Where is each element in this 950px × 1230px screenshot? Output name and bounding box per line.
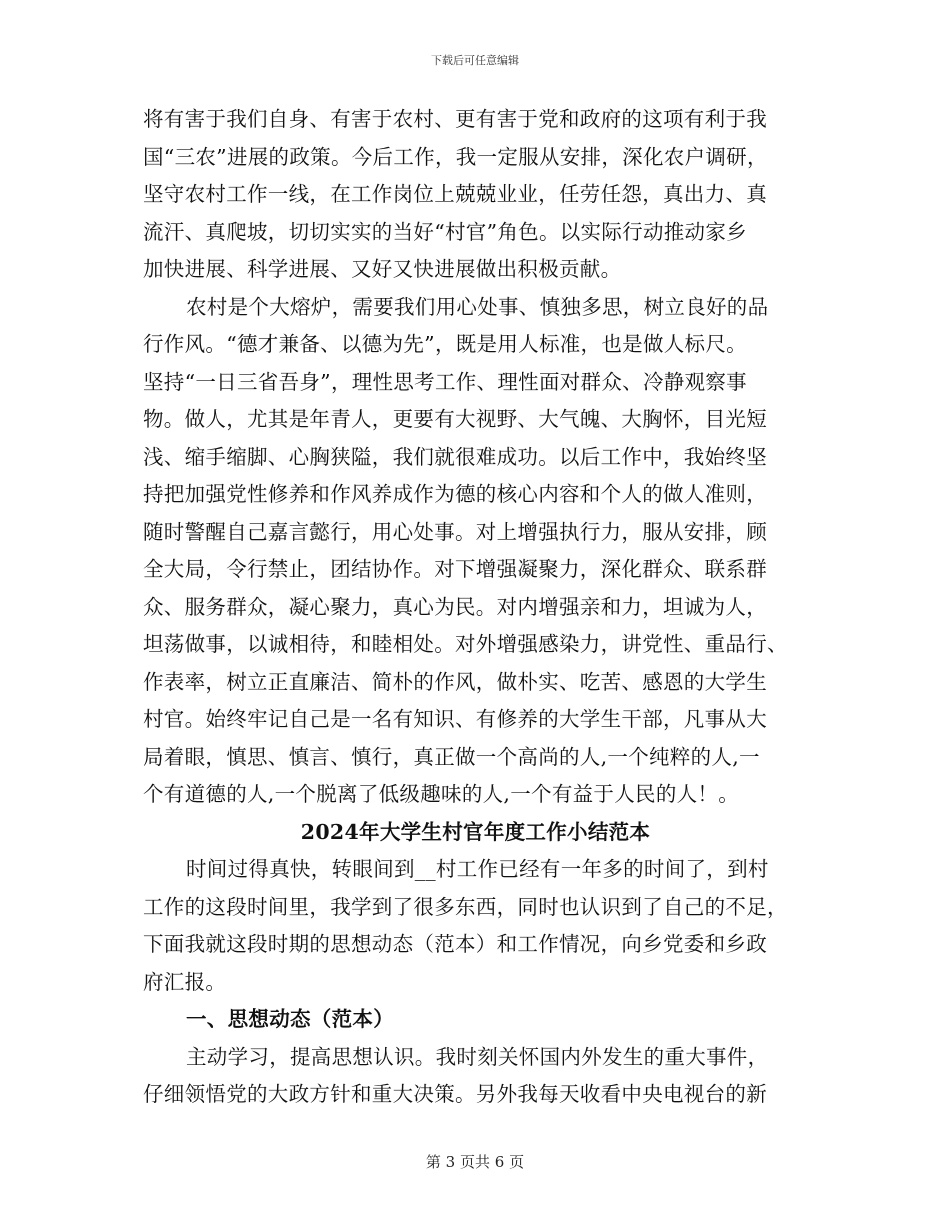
text-line: 下面我就这段时期的思想动态（范本）和工作情况，向乡党委和乡政 (143, 932, 767, 956)
text-line: 工作的这段时间里，我学到了很多东西，同时也认识到了自己的不足， (143, 894, 788, 919)
text-line: 浅、缩手缩脚、心胸狭隘，我们就很难成功。以后工作中，我始终坚 (143, 444, 767, 469)
section-title: 2024年大学生村官年度工作小结范本 (300, 819, 651, 844)
page-header-note: 下载后可任意编辑 (431, 54, 519, 67)
text-line: 全大局，令行禁止，团结协作。对下增强凝聚力，深化群众、联系群 (143, 557, 767, 581)
text-line: 持把加强党性修养和作风养成作为德的核心内容和个人的做人准则， (143, 482, 767, 506)
text-line: 主动学习，提高思想认识。我时刻关怀国内外发生的重大事件， (186, 1044, 769, 1069)
text-line: 加快进展、科学进展、又好又快进展做出积极贡献。 (143, 257, 622, 281)
text-line: 府汇报。 (143, 969, 227, 994)
text-line: 农村是个大熔炉，需要我们用心处事、慎独多思，树立良好的品 (186, 294, 769, 319)
text-line: 行作风。“德才兼备、以德为先”，既是用人标准，也是做人标尺。 (143, 332, 747, 356)
text-line: 众、服务群众，凝心聚力，真心为民。对内增强亲和力，坦诚为人， (143, 594, 767, 619)
text-line: 时间过得真快，转眼间到__村工作已经有一年多的时间了，到村 (186, 857, 769, 881)
subsection-heading: 一、思想动态（范本） (186, 1007, 394, 1031)
text-line: 物。做人，尤其是年青人，更要有大视野、大气魄、大胸怀，目光短 (143, 407, 767, 431)
text-line: 坚守农村工作一线，在工作岗位上兢兢业业，任劳任怨，真出力、真 (143, 182, 767, 206)
text-line: 将有害于我们自身、有害于农村、更有害于党和政府的这项有利于我 (143, 107, 767, 131)
text-line: 村官。始终牢记自己是一名有知识、有修养的大学生干部，凡事从大 (143, 707, 767, 731)
text-line: 仔细领悟党的大政方针和重大决策。另外我每天收看中央电视台的新 (143, 1082, 767, 1106)
document-body (143, 101, 808, 1114)
text-line: 局着眼，慎思、慎言、慎行，真正做一个高尚的人,一个纯粹的人,一 (143, 744, 760, 769)
text-line: 国“三农”进展的政策。今后工作，我一定服从安排，深化农户调研， (143, 144, 768, 169)
text-line: 流汗、真爬坡，切切实实的当好“村官”角色。以实际行动推动家乡 (143, 219, 747, 244)
page-footer-number: 第 3 页共 6 页 (425, 1153, 525, 1171)
text-line: 作表率，树立正直廉洁、简朴的作风，做朴实、吃苦、感恩的大学生 (143, 669, 767, 694)
text-line: 坦荡做事，以诚相待，和睦相处。对外增强感染力，讲党性、重品行、 (143, 632, 788, 656)
text-line: 个有道德的人,一个脱离了低级趣味的人,一个有益于人民的人！。 (143, 782, 740, 806)
text-line: 坚持“一日三省吾身”，理性思考工作、理性面对群众、冷静观察事 (143, 369, 747, 394)
text-line: 随时警醒自己嘉言懿行，用心处事。对上增强执行力，服从安排，顾 (143, 519, 767, 544)
